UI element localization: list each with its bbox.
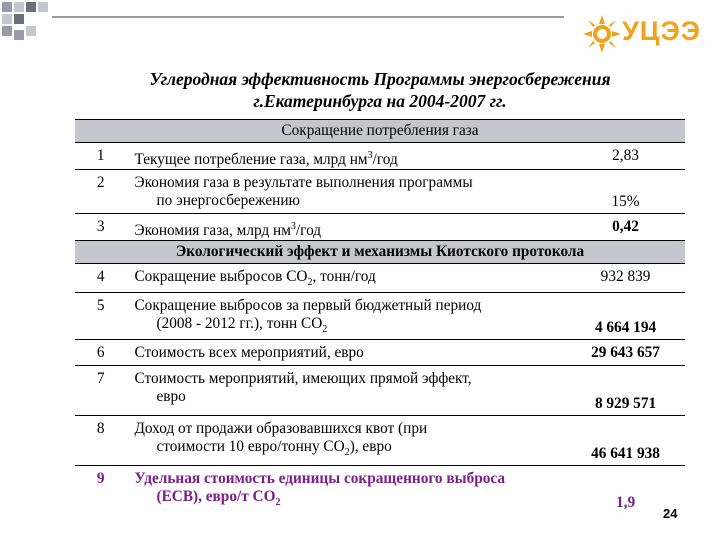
page-number: 24 — [663, 506, 678, 521]
row-description: Сокращение выбросов за первый бюджетный период (2008 - 2012 гг.), тонн $СО_2$ — [126, 293, 566, 340]
row-value: 15% — [566, 170, 685, 214]
row-value: 0,42 — [612, 218, 639, 236]
page-title — [80, 68, 680, 112]
row-value: 46 641 938 — [566, 416, 685, 466]
row-number: 9 — [96, 470, 105, 488]
row-number: 5 — [75, 293, 126, 340]
table-row — [75, 293, 685, 340]
row-description: Стоимость всех мероприятий, евро — [126, 340, 566, 366]
data-table — [75, 119, 685, 514]
table-row — [75, 264, 685, 293]
row-description: Экономия газа в результате выполнения программы по энергосбережению — [126, 170, 566, 214]
section-header-kyoto: Экологический эффект и механизмы Киотского протокола — [75, 241, 685, 264]
logo-sun-icon — [582, 14, 622, 54]
decorative-squares — [0, 0, 60, 48]
row-number: 7 — [75, 366, 126, 416]
table-row — [75, 170, 685, 214]
table-row — [75, 366, 685, 416]
logo-text: УЦЭЭ — [622, 16, 701, 46]
table-row — [75, 143, 685, 170]
row-description: Удельная стоимость единицы сокращенного выброса (ЕСВ), евро/т $СО_2$ — [134, 470, 506, 509]
title-line-2: г.Екатеринбурга на 2004-2007 гг. — [253, 91, 507, 111]
row-value: 2,83 — [566, 143, 685, 170]
row-description: Экономия газа, млрд $нм^3$/год — [134, 221, 322, 240]
row-number: 3 — [96, 218, 105, 236]
row-number: 6 — [75, 340, 126, 366]
row-description: Текущее потребление газа, млрд $нм^3$/год — [126, 143, 566, 170]
row-value: 4 664 194 — [566, 293, 685, 340]
header-rule — [52, 16, 564, 18]
table-row — [75, 416, 685, 466]
row-number: 4 — [75, 264, 126, 293]
row-number: 2 — [75, 170, 126, 214]
row-value: 1,9 — [615, 493, 636, 511]
row-number: 1 — [75, 143, 126, 170]
row-value: 8 929 571 — [566, 366, 685, 416]
row-description: Стоимость мероприятий, имеющих прямой эффект, евро — [126, 366, 566, 416]
row-number: 8 — [75, 416, 126, 466]
row-value: 932 839 — [566, 264, 685, 293]
row-description: Доход от продажи образовавшихся квот (при стоимости 10 евро/тонну $СО_2$), евро — [126, 416, 566, 466]
title-line-1: Углеродная эффективность Программы энергосбережения — [149, 69, 611, 89]
row-description: Сокращение выбросов $СО_2$, тонн/год — [126, 264, 566, 293]
table-row — [75, 466, 685, 514]
table-row — [75, 214, 685, 241]
section-header-gas: Сокращение потребления газа — [75, 120, 685, 143]
table-row — [75, 340, 685, 366]
row-value: 29 643 657 — [566, 340, 685, 366]
